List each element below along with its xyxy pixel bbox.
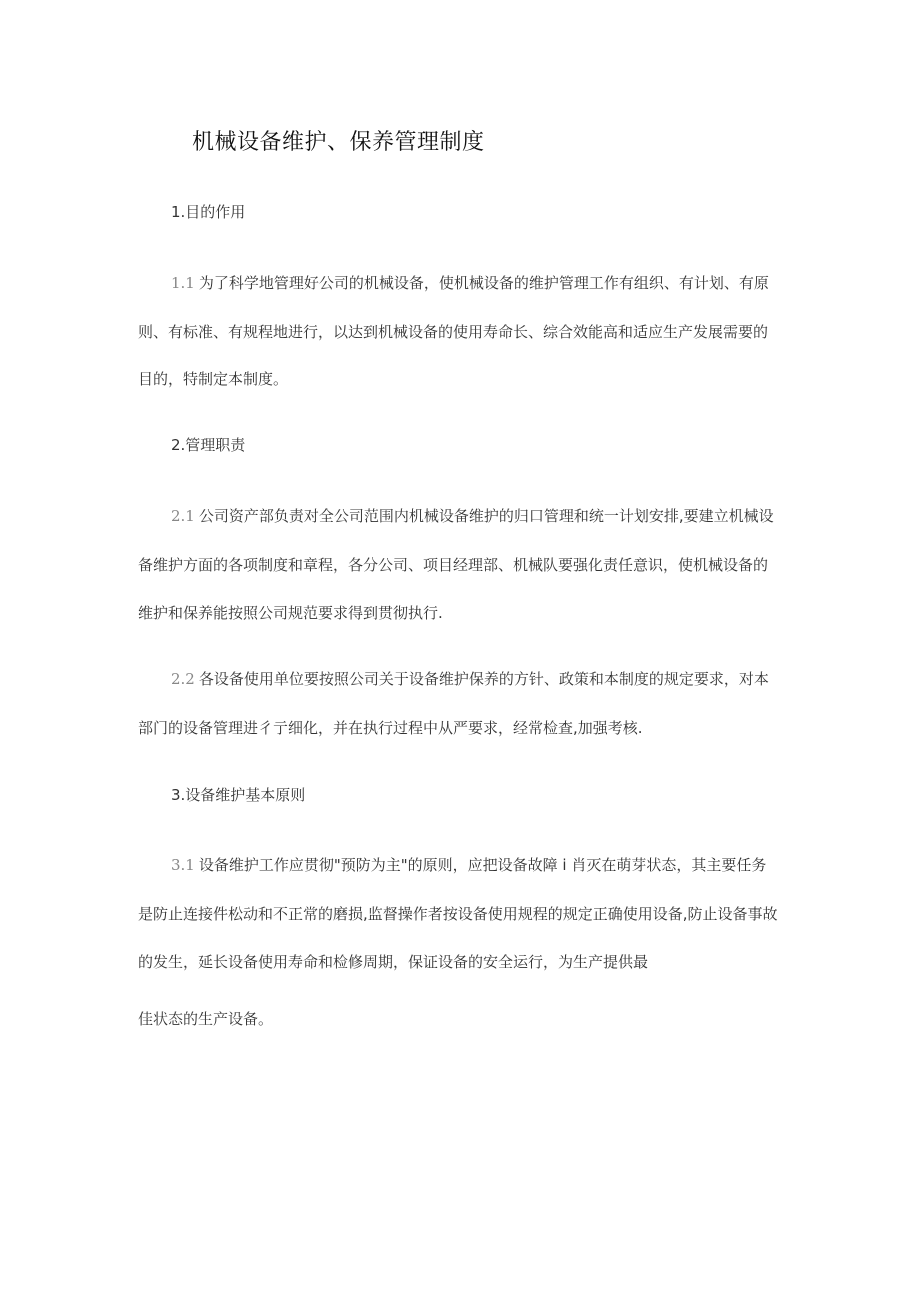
paragraph-1-1-line-2: 则、有标准、有规程地进行，以达到机械设备的使用寿命长、综合效能高和适应生产发展需要的 bbox=[138, 323, 769, 341]
paragraph-text: 各设备使用单位要按照公司关于设备维护保养的方针、政策和本制度的规定要求，对本 bbox=[198, 670, 769, 688]
paragraph-text: 为了科学地管理好公司的机械设备，使机械设备的维护管理工作有组织、有计划、有原 bbox=[198, 274, 769, 292]
document-title: 机械设备维护、保养管理制度 bbox=[192, 130, 485, 155]
paragraph-number: 3.1 bbox=[171, 856, 195, 874]
paragraph-3-1-line-4: 佳状态的生产设备。 bbox=[138, 1010, 274, 1028]
paragraph-3-1-line-3: 的发生，延长设备使用寿命和检修周期，保证设备的安全运行，为生产提供最 bbox=[138, 953, 649, 971]
paragraph-3-1-line-2: 是防止连接件松动和不正常的磨损,监督操作者按设备使用规程的规定正确使用设备,防止设备事故 bbox=[138, 905, 778, 923]
paragraph-2-1-line-3: 维护和保养能按照公司规范要求得到贯彻执行. bbox=[138, 604, 443, 622]
paragraph-2-2-line-2: 部门的设备管理进彳亍细化，并在执行过程中从严要求，经常检查,加强考核. bbox=[138, 719, 643, 737]
paragraph-2-2-line-1 bbox=[171, 668, 769, 690]
paragraph-2-1-line-2: 备维护方面的各项制度和章程，各分公司、项目经理部、机械队要强化责任意识，使机械设备的 bbox=[138, 556, 769, 574]
paragraph-3-1-line-1 bbox=[171, 854, 766, 876]
paragraph-text: 公司资产部负责对全公司范围内机械设备维护的归口管理和统一计划安排,要建立机械设 bbox=[198, 507, 774, 525]
paragraph-2-1-line-1 bbox=[171, 505, 774, 527]
paragraph-number: 2.1 bbox=[171, 507, 195, 525]
paragraph-1-1-line-3: 目的，特制定本制度。 bbox=[138, 370, 289, 388]
paragraph-1-1-line-1 bbox=[171, 272, 769, 294]
paragraph-number: 2.2 bbox=[171, 670, 195, 688]
paragraph-number: 1.1 bbox=[171, 274, 195, 292]
section-heading-2: 2.管理职责 bbox=[171, 436, 246, 454]
paragraph-text: 设备维护工作应贯彻"预防为主"的原则，应把设备故障 i 肖灭在萌芽状态，其主要任务 bbox=[198, 856, 767, 874]
section-heading-3: 3.设备维护基本原则 bbox=[171, 786, 306, 804]
section-heading-1: 1.目的作用 bbox=[171, 203, 246, 221]
